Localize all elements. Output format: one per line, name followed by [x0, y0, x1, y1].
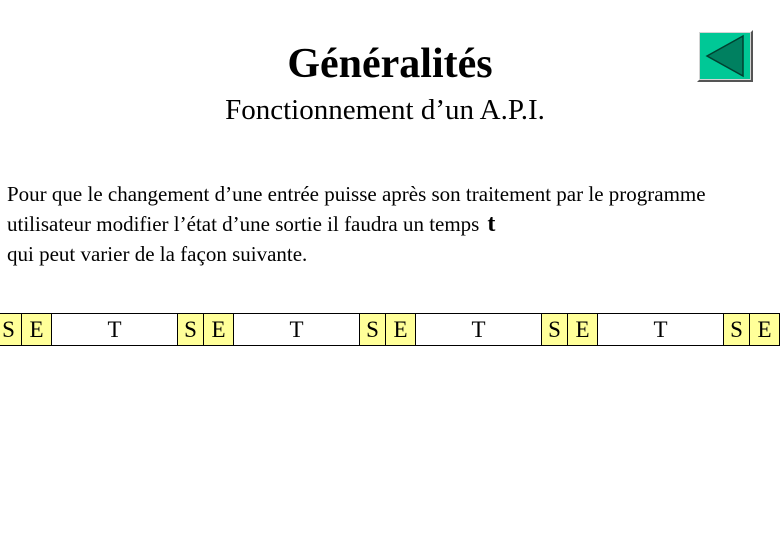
cycle-cell-t: T	[233, 313, 360, 346]
description-paragraph	[7, 179, 707, 269]
cycle-cell-t: T	[51, 313, 178, 346]
cycle-cell-s: S	[723, 313, 750, 346]
time-symbol: t	[487, 211, 496, 237]
cycle-cell-s: S	[359, 313, 386, 346]
cycle-cell-s: S	[0, 313, 22, 346]
scan-cycle-strip	[0, 313, 780, 347]
description-text-end: qui peut varier de la façon suivante.	[7, 242, 308, 266]
cycle-cell-t: T	[597, 313, 724, 346]
description-text: Pour que le changement d’une entrée puisse après son traitement par le programme utilisateur modifier l’état d’une sortie il faudra un temps	[7, 182, 706, 236]
cycle-cell-e: E	[567, 313, 598, 346]
cycle-cell-s: S	[177, 313, 204, 346]
triangle-left-icon	[699, 32, 751, 80]
cycle-cell-s: S	[541, 313, 568, 346]
cycle-cell-e: E	[203, 313, 234, 346]
page-title: Généralités	[287, 41, 493, 87]
cycle-cell-e: E	[749, 313, 780, 346]
cycle-cell-e: E	[385, 313, 416, 346]
cycle-cell-e: E	[21, 313, 52, 346]
cycle-cell-t: T	[415, 313, 542, 346]
page-subtitle: Fonctionnement d’un A.P.I.	[225, 94, 545, 126]
back-button[interactable]	[697, 30, 753, 82]
